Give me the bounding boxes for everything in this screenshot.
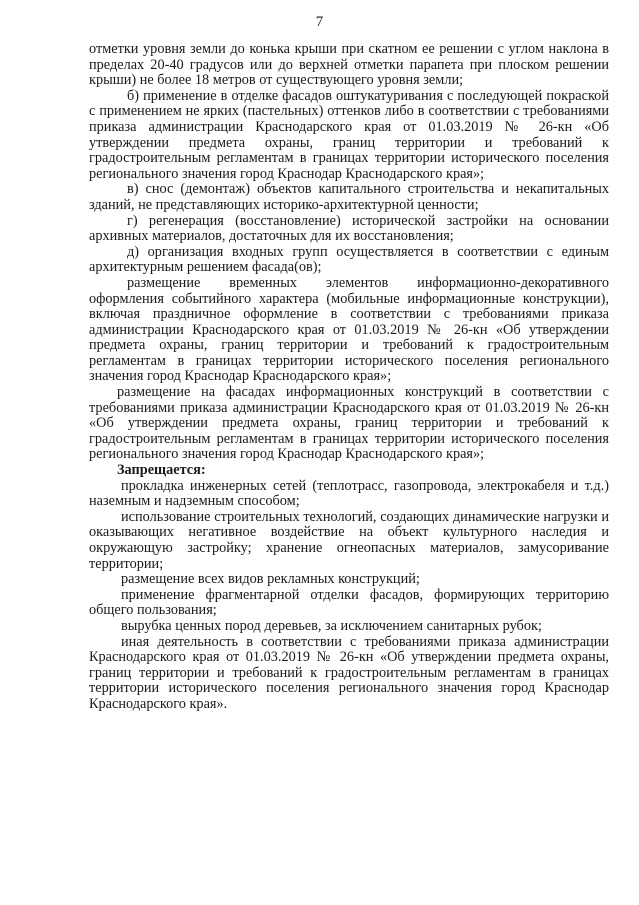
paragraph: размещение на фасадах информационных конструкций в соответствии с требованиями приказа администрации Краснодарского края от 01.03.2019 № 26-кн «Об утверждении предмета охраны, границ территории и требований к градостроительным регламентам в границах территории исторического поселения регионального значения город Краснодар Краснодарского края»; [89,384,609,463]
document-body [89,42,609,713]
paragraph: г) регенерация (восстановление) исторической застройки на основании архивных материалов, достаточных для их восстановления; [89,212,609,245]
paragraph: отметки уровня земли до конька крыши при скатном ее решении с углом наклона в пределах 20-40 градусов или до верхней отметки парапета при плоском решении крыши) не более 18 метров от существующего уровня земли; [89,41,609,89]
paragraph: д) организация входных групп осуществляется в соответствии с единым архитектурным решением фасада(ов); [89,243,609,276]
paragraph: в) снос (демонтаж) объектов капитального строительства и некапитальных зданий, не представляющих историко-архитектурной ценности; [89,181,609,213]
paragraph: размещение всех видов рекламных конструкций; [121,571,420,588]
section-heading: Запрещается: [117,462,206,479]
paragraph: применение фрагментарной отделки фасадов, формирующих территорию общего пользования; [89,586,609,619]
paragraph: иная деятельность в соответствии с требованиями приказа администрации Краснодарского края от 01.03.2019 № 26-кн «Об утверждении предмета охраны, границ территории и требований к градостроительным регламентам в границах территории исторического поселения регионального значения город Краснодар Краснодарского края». [89,633,609,712]
paragraph: прокладка инженерных сетей (теплотрасс, газопровода, электрокабеля и т.д.) наземным и надземным способом; [89,477,609,510]
paragraph: размещение временных элементов информационно-декоративного оформления событийного характера (мобильные информационные конструкции), включая праздничное оформление в соответствии с требованиями приказа администрации Краснодарского края от 01.03.2019 № 26-кн «Об утверждении предмета охраны, границ территории и требований к градостроительным регламентам в границах территории исторического поселения регионального значения город Краснодар Краснодарского края»; [89,274,609,385]
page-number: 7 [315,14,324,30]
paragraph: вырубка ценных пород деревьев, за исключением санитарных рубок; [121,617,542,634]
paragraph: б) применение в отделке фасадов оштукатуривания с последующей покраской с применением не ярких (пастельных) оттенков либо в соответствии с требованиями приказа администрации Краснодарского края от 01.03.2019 № 26-кн «Об утверждении предмета охраны, границ территории и требований к градостроительным регламентам в границах территории исторического поселения регионального значения город Краснодар Краснодарского края»; [89,87,609,182]
paragraph: использование строительных технологий, создающих динамические нагрузки и оказывающих негативное воздействие на объект культурного наследия и окружающую застройку; хранение огнеопасных материалов, замусоривание территории; [89,508,609,572]
